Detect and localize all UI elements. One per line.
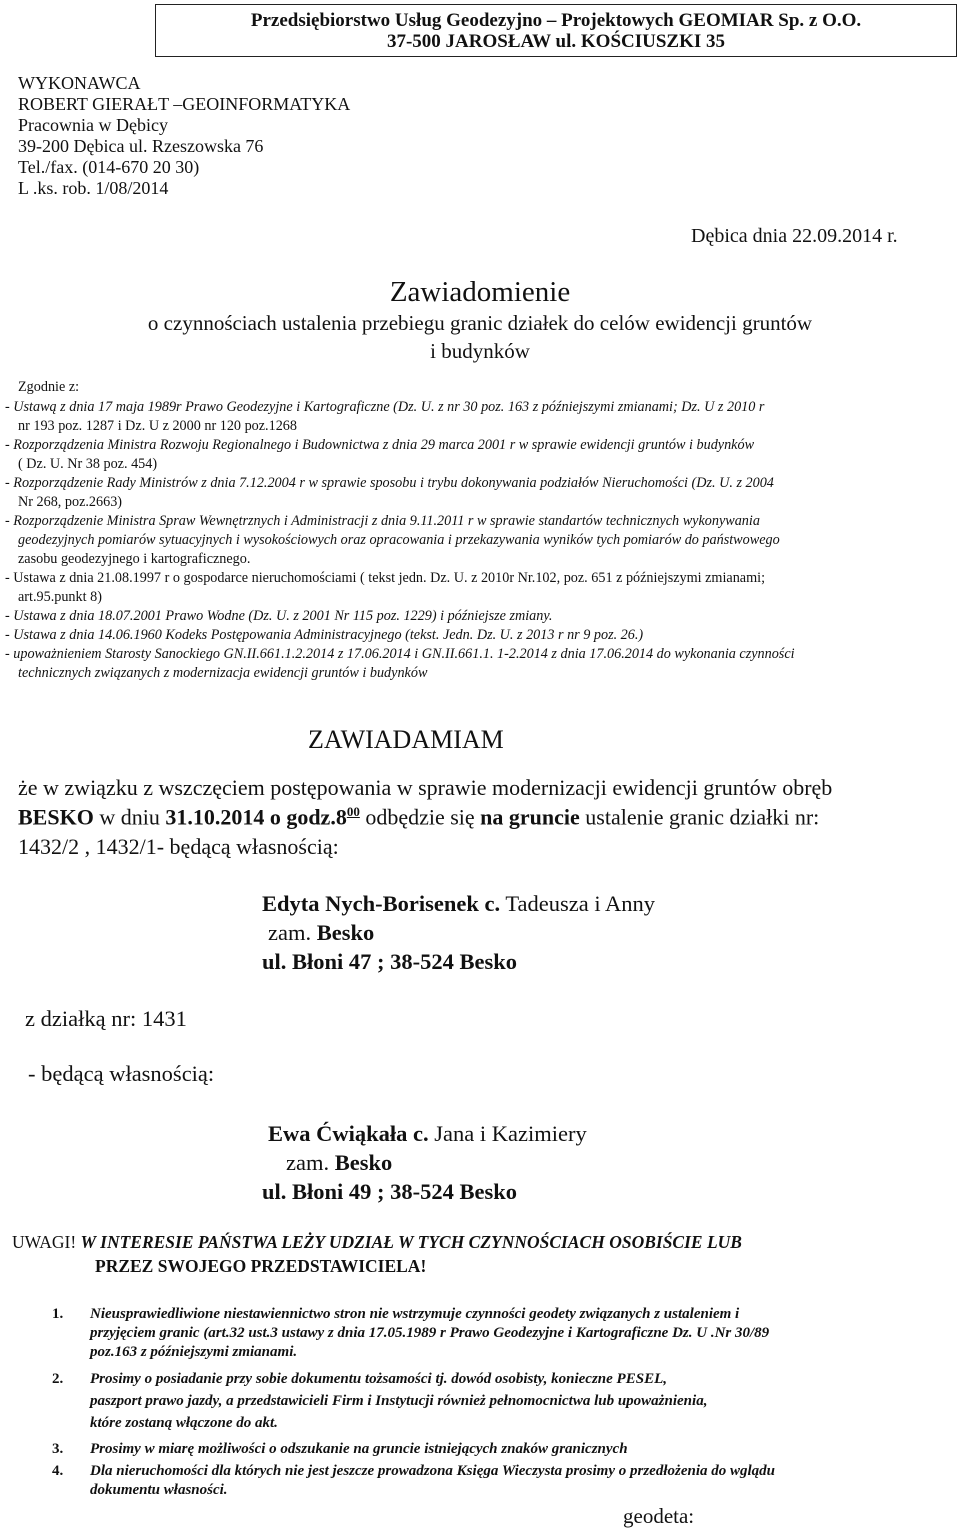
notice-paragraph-line1: że w związku z wszczęciem postępowania w sprawie modernizacji ewidencji gruntów obręb — [18, 775, 833, 800]
legal-line: nr 193 poz. 1287 i Dz. U z 2000 nr 120 poz.1268 — [18, 418, 297, 434]
owner1-address: ul. Błoni 47 ; 38-524 Besko — [262, 949, 518, 974]
legal-line: - Ustawa z dnia 14.06.1960 Kodeks Postępowania Administracyjnego (tekst. Jedn. Dz. U. z 2013 r nr 9 poz. 26.) — [5, 627, 644, 643]
work-reference: L .ks. rob. 1/08/2014 — [18, 178, 169, 198]
contractor-phone: Tel./fax. (014-670 20 30) — [18, 157, 200, 177]
legal-line: - upoważnieniem Starosty Sanockiego GN.II.661.1.2.2014 z 17.06.2014 i GN.II.661.1. 1-2.2014 z dnia 17.06.2014 do wykonania czynności — [5, 646, 795, 662]
point-number: 1. — [52, 1306, 64, 1322]
point-text: przyjęciem granic (art.32 ust.3 ustawy z dnia 17.05.1989 r Prawo Geodezyjne i Kartograficzne Dz. U .Nr 30/89 — [90, 1325, 770, 1341]
company-header — [155, 4, 957, 57]
notice-paragraph-line2: BESKO w dniu 31.10.2014 o $godz.8^{00}$ odbędzie się na gruncie ustalenie granic działki nr: — [18, 804, 820, 830]
point-text: Prosimy o posiadanie przy sobie dokumentu tożsamości tj. dowód osobisty, konieczne PESEL, — [90, 1371, 667, 1387]
adjacent-owner-label: - będącą własnością: — [28, 1061, 215, 1086]
parcel-numbers: 1432/2 , 1432/1- będącą własnością: — [18, 834, 339, 859]
adjacent-parcel: z działką nr: 1431 — [25, 1006, 187, 1031]
legal-line: zasobu geodezyjnego i kartograficznego. — [18, 551, 251, 567]
legal-line: - Rozporządzenie Rady Ministrów z dnia 7.12.2004 r w sprawie sposobu i trybu dokonywania podziałów Nieruchomości (Dz. U. z 2004 — [5, 475, 774, 491]
legal-line: technicznych związanych z modernizacja ewidencji gruntów i budynków — [18, 665, 428, 681]
point-text: Prosimy w miarę możliwości o odszukanie na gruncie istniejących znaków granicznych — [90, 1441, 628, 1457]
legal-line: Nr 268, poz.2663) — [18, 494, 123, 510]
contractor-name: ROBERT GIERAŁT –GEOINFORMATYKA — [18, 94, 351, 114]
legal-line: - Ustawa z dnia 21.08.1997 r o gospodarce nieruchomościami ( tekst jedn. Dz. U. z 2010r Nr.102, poz. 651 z późniejszymi zmianami; — [5, 570, 766, 586]
point-number: 3. — [52, 1441, 64, 1457]
owner1-name: Edyta Nych-Borisenek c. Tadeusza i Anny — [262, 891, 655, 916]
legal-line: art.95.punkt 8) — [18, 589, 102, 605]
remarks-line2: PRZEZ SWOJEGO PRZEDSTAWICIELA! — [95, 1256, 427, 1276]
legal-line: geodezyjnych pomiarów sytuacyjnych i wysokościowych oraz opracowania i przekazywania wyników tych pomiarów do państwowego — [18, 532, 780, 548]
meeting-hour-minutes: 00 — [346, 804, 360, 819]
legal-line: - Rozporządzenia Ministra Rozwoju Regionalnego i Budownictwa z dnia 29 marca 2001 r w sprawie ewidencji gruntów i budynków — [5, 437, 755, 453]
document-subtitle: o czynnościach ustalenia przebiegu granic działek do celów ewidencji gruntów — [147, 311, 813, 335]
legal-line: ( Dz. U. Nr 38 poz. 454) — [18, 456, 158, 472]
company-name: Przedsiębiorstwo Usług Geodezyjno – Projektowych GEOMIAR Sp. z O.O. — [250, 10, 862, 31]
point-number: 4. — [52, 1463, 64, 1479]
point-text: Dla nieruchomości dla których nie jest jeszcze prowadzona Księga Wieczysta prosimy o przedłożenia do wglądu — [90, 1463, 776, 1479]
owner2-residence: zam. Besko — [286, 1150, 393, 1175]
remarks-line1: UWAGI! W INTERESIE PAŃSTWA LEŻY UDZIAŁ W TYCH CZYNNOŚCIACH OSOBIŚCIE LUB — [12, 1232, 742, 1252]
point-text: które zostaną włączone do akt. — [90, 1415, 278, 1431]
contractor-address: 39-200 Dębica ul. Rzeszowska 76 — [18, 136, 264, 156]
point-number: 2. — [52, 1371, 64, 1387]
point-text: Nieusprawiedliwione niestawiennictwo stron nie wstrzymuje czynności geodety związanych z ustaleniem i — [90, 1306, 740, 1322]
on-site-text: na gruncie — [480, 804, 580, 830]
legal-line: - Ustawa z dnia 18.07.2001 Prawo Wodne (Dz. U. z 2001 Nr 115 poz. 1229) i późniejsze zmiany. — [5, 608, 553, 624]
company-address: 37-500 JAROSŁAW ul. KOŚCIUSZKI 35 — [386, 31, 726, 52]
surveyor-signature-label: geodeta: — [623, 1504, 695, 1528]
legal-intro: Zgodnie z: — [18, 379, 80, 395]
legal-line: - Ustawą z dnia 17 maja 1989r Prawo Geodezyjne i Kartograficzne (Dz. U. z nr 30 poz. 163 z późniejszymi zmianami; Dz. U z 2010 r — [5, 399, 765, 415]
document-title: Zawiadomienie — [389, 276, 571, 308]
contractor-label: WYKONAWCA — [18, 73, 141, 93]
meeting-datetime: 31.10.2014 o godz.8 — [165, 804, 347, 830]
village-name: BESKO — [18, 804, 94, 830]
contractor-office: Pracownia w Dębicy — [18, 115, 168, 135]
point-text: dokumentu własności. — [90, 1482, 228, 1498]
legal-line: - Rozporządzenie Ministra Spraw Wewnętrznych i Administracji z dnia 9.11.2011 r w sprawie standartów technicznych wykonywania — [5, 513, 760, 529]
owner2-address: ul. Błoni 49 ; 38-524 Besko — [262, 1179, 518, 1204]
notice-heading: ZAWIADAMIAM — [308, 725, 504, 754]
point-text: poz.163 z późniejszymi zmianami. — [90, 1344, 298, 1360]
document-date: Dębica dnia 22.09.2014 r. — [691, 225, 898, 247]
owner1-residence: zam. Besko — [268, 920, 375, 945]
point-text: paszport prawo jazdy, a przedstawicieli Firm i Instytucji również pełnomocnictwa lub upoważnienia, — [90, 1393, 708, 1409]
document-subtitle-cont: i budynków — [430, 339, 530, 363]
owner2-name: Ewa Ćwiąkała c. Jana i Kazimiery — [268, 1121, 587, 1146]
